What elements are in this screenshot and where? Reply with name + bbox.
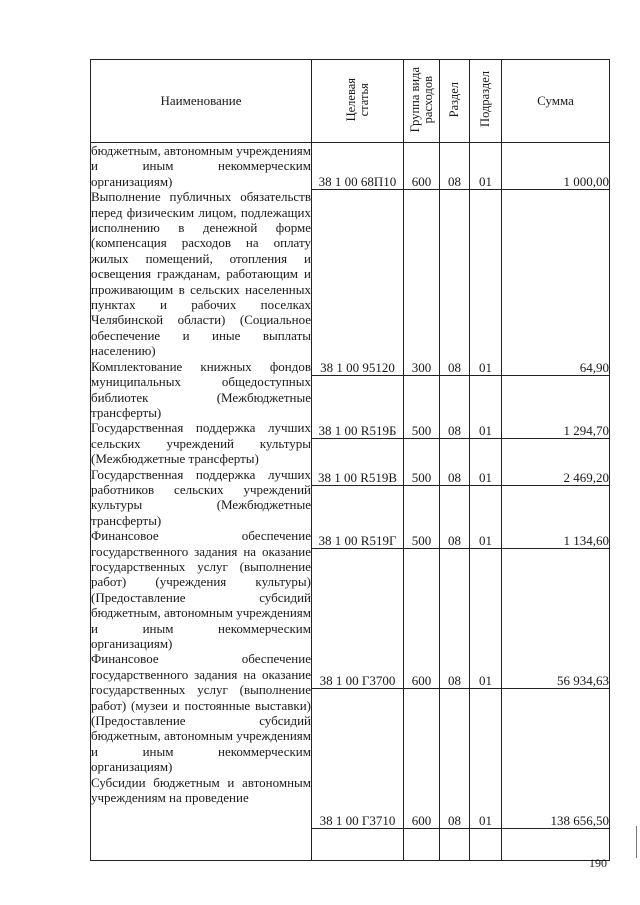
row-subsection: 01	[470, 190, 502, 376]
row-name: Государственная поддержка лучших сельских учреждений культуры (Межбюджетные трансферты)	[91, 420, 311, 467]
row-code: 38 1 00 Г3710	[312, 689, 404, 829]
row-name: Комплектование книжных фондов муниципальных общедоступных библиотек (Межбюджетные трансферты)	[91, 358, 311, 420]
row-subsection: 01	[470, 439, 502, 486]
row-section: 08	[440, 376, 470, 439]
row-name: Финансовое обеспечение государственного задания на оказание государственных услуг (выполнение работ) (музеи и постоянные выставки) (Предоставление субсидий бюджетным, автономным учреждениям и иным некоммерческим организациям)	[91, 651, 311, 775]
header-row	[91, 60, 610, 143]
row-group: 500	[404, 439, 440, 486]
row-subsection: 01	[470, 549, 502, 689]
row-name: Субсидии бюджетным и автономным учреждениям на проведение	[91, 774, 311, 806]
header-sum: Сумма	[502, 60, 610, 143]
header-section	[440, 60, 470, 143]
row-section: 08	[440, 486, 470, 549]
row-sum: 1 134,60	[502, 486, 610, 549]
row-sum: 56 934,63	[502, 549, 610, 689]
header-section-label: Раздел	[447, 81, 461, 117]
header-target-label: Целевая статья	[343, 77, 371, 121]
row-code: 38 1 00 95120	[312, 190, 404, 376]
name-column	[91, 143, 312, 861]
row-group: 600	[404, 549, 440, 689]
row-subsection	[470, 829, 502, 861]
table-row	[91, 143, 610, 190]
row-code: 38 1 00 R519Г	[312, 486, 404, 549]
row-subsection: 01	[470, 689, 502, 829]
row-name: бюджетным, автономным учреждениям и иным некоммерческим организациям)	[91, 143, 311, 189]
row-section: 08	[440, 549, 470, 689]
row-group: 300	[404, 190, 440, 376]
budget-table	[90, 59, 610, 861]
row-sum: 138 656,50	[502, 689, 610, 829]
header-target	[312, 60, 404, 143]
header-subsection	[470, 60, 502, 143]
header-subsection-label: Подраздел	[478, 71, 492, 128]
row-group: 600	[404, 689, 440, 829]
scan-edge-mark	[636, 826, 637, 858]
row-section: 08	[440, 143, 470, 190]
header-name: Наименование	[91, 60, 312, 143]
row-name: Выполнение публичных обязательств перед физическим лицом, подлежащих исполнению в денежной форме (компенсация расходов на оплату жилых помещений, отопления и освещения гражданам, работающим и проживающим в сельских населенных пунктах и рабочих поселках Челябинской области) (Социальное обеспечение и иные выплаты населению)	[91, 189, 311, 359]
row-sum: 64,90	[502, 190, 610, 376]
row-subsection: 01	[470, 376, 502, 439]
row-section: 08	[440, 689, 470, 829]
row-section	[440, 829, 470, 861]
page-number: 190	[589, 856, 607, 870]
row-group: 500	[404, 486, 440, 549]
row-section: 08	[440, 439, 470, 486]
row-code: 38 1 00 R519В	[312, 439, 404, 486]
row-section: 08	[440, 190, 470, 376]
row-sum: 1 000,00	[502, 143, 610, 190]
header-group-label: Группа вида расходов	[407, 66, 435, 132]
row-subsection: 01	[470, 143, 502, 190]
row-group	[404, 829, 440, 861]
row-code: 38 1 00 Г3700	[312, 549, 404, 689]
row-code	[312, 829, 404, 861]
header-group	[404, 60, 440, 143]
row-group: 500	[404, 376, 440, 439]
row-sum: 2 469,20	[502, 439, 610, 486]
row-code: 38 1 00 R519Б	[312, 376, 404, 439]
row-name: Финансовое обеспечение государственного задания на оказание государственных услуг (выполнение работ) (учреждения культуры) (Предоставление субсидий бюджетным, автономным учреждениям и иным некоммерческим организациям)	[91, 528, 311, 651]
row-subsection: 01	[470, 486, 502, 549]
row-sum: 1 294,70	[502, 376, 610, 439]
row-code: 38 1 00 68П10	[312, 143, 404, 190]
row-name: Государственная поддержка лучших работников сельских учреждений культуры (Межбюджетные трансферты)	[91, 466, 311, 528]
row-group: 600	[404, 143, 440, 190]
